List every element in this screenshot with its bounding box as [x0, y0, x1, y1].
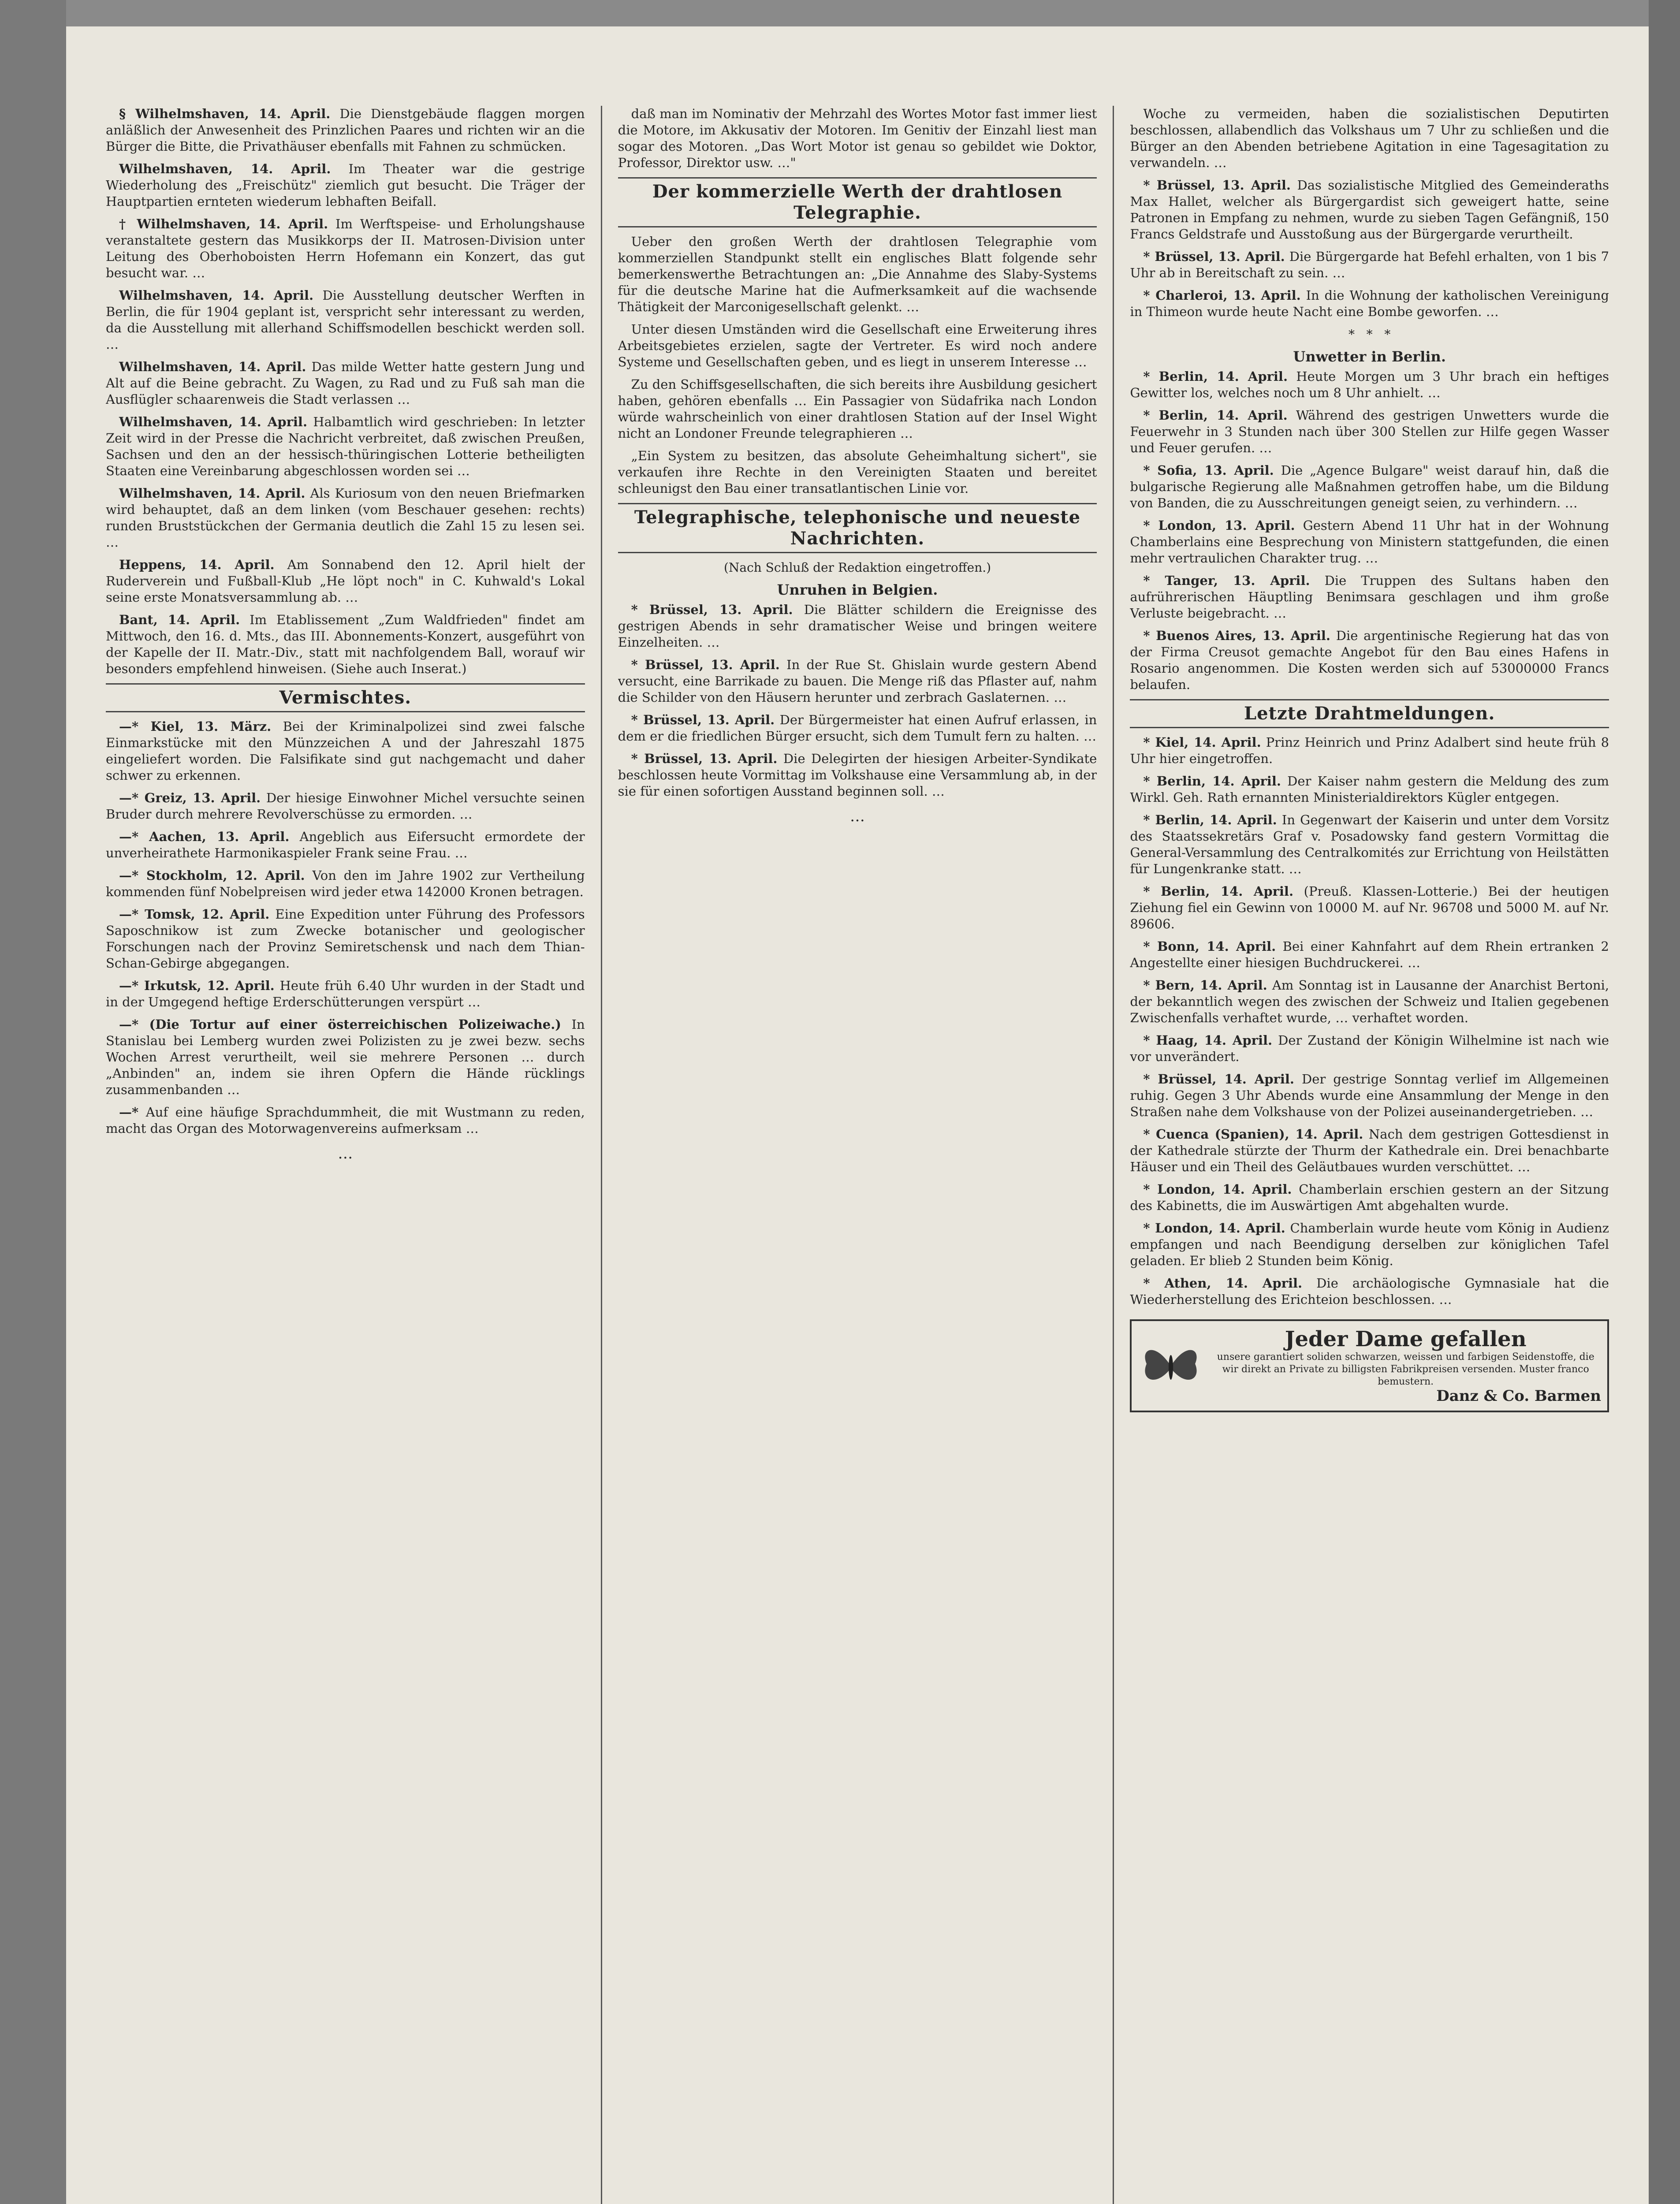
news-text: Das milde Wetter hatte gestern Jung und Alt auf die Beine gebracht. Zu Wagen, zu Rad und zu Fuß sah man die Ausflügler schaarenweis die Stadt verlassen …	[106, 359, 585, 407]
section-title-vermischtes: Vermischtes.	[106, 683, 585, 712]
news-dateline: § Wilhelmshaven, 14. April.	[119, 106, 331, 121]
news-dateline: Wilhelmshaven, 14. April.	[119, 414, 308, 429]
news-text: Der Zustand der Königin Wilhelmine ist nach wie vor unverändert.	[1130, 1033, 1609, 1064]
news-dateline: † Wilhelmshaven, 14. April.	[119, 216, 328, 231]
news-text: Die Truppen des Sultans haben den aufrührerischen Häuptling Benimsara geschlagen und ihm große Verluste beigebracht. …	[1130, 573, 1609, 621]
article-paragraph: Ueber den großen Werth der drahtlosen Telegraphie vom kommerziellen Standpunkt stellt ein englisches Blatt folgende sehr bemerkenswerthe Betrachtungen an: „Die Annahme des Slaby-Systems für die deutsche Marine hat die Aufmerksamkeit auf die wachsende Thätigkeit der Marconigesellschaft gelenkt. …	[618, 234, 1097, 314]
news-text: Die „Agence Bulgare" weist darauf hin, daß die bulgarische Regierung alle Maßnahmen getroffen habe, um die Bildung von Banden, die zu Ausschreitungen geneigt seien, zu verhindern. …	[1130, 463, 1609, 510]
column-1	[106, 106, 585, 2204]
news-dateline: * Cuenca (Spanien), 14. April.	[1143, 1127, 1363, 1142]
news-item	[1130, 177, 1609, 242]
news-dateline: * London, 13. April.	[1143, 518, 1295, 533]
news-text: (Preuß. Klassen-Lotterie.) Bei der heutigen Ziehung fiel ein Gewinn von 10000 M. auf Nr. 96708 und 5000 M. auf Nr. 89606.	[1130, 884, 1609, 931]
news-item	[1130, 1181, 1609, 1214]
news-dateline: * Haag, 14. April.	[1143, 1033, 1273, 1048]
news-dateline: * Brüssel, 13. April.	[631, 657, 780, 672]
news-item	[1130, 734, 1609, 767]
news-text: Der Kaiser nahm gestern die Meldung des zum Wirkl. Geh. Rath ernannten Ministerialdirektors Kügler entgegen.	[1130, 774, 1609, 805]
news-text: In die Wohnung der katholischen Vereinigung in Thimeon wurde heute Nacht eine Bombe geworfen. …	[1130, 288, 1609, 319]
article-wireless-telegraphy	[618, 234, 1097, 497]
continuation-mark: …	[338, 1145, 353, 1162]
news-text: Bei einer Kahnfahrt auf dem Rhein ertranken 2 Angestellte einer hiesigen Buchdruckerei. …	[1130, 939, 1609, 970]
news-dateline: * Kiel, 14. April.	[1143, 735, 1261, 750]
news-item	[618, 657, 1097, 706]
news-dateline: * Brüssel, 13. April.	[631, 712, 775, 727]
news-text: Während des gestrigen Unwetters wurde die Feuerwehr in 3 Stunden nach über 300 Stellen zur Hilfe gegen Wasser und Feuer gerufen. …	[1130, 408, 1609, 455]
belgium-news-list	[1130, 106, 1609, 320]
news-dateline: * Brüssel, 13. April.	[1143, 178, 1291, 193]
news-dateline: Wilhelmshaven, 14. April.	[119, 359, 306, 374]
news-item	[106, 978, 585, 1010]
news-dateline: * Bonn, 14. April.	[1143, 939, 1276, 954]
news-text: Im Werftspeise- und Erholungshause veranstaltete gestern das Musikkorps der II. Matrosen-Division unter Leitung des Oberhoboisten Herrn Hofemann ein Konzert, das gut besucht war. …	[106, 216, 585, 280]
news-text: In Stanislau bei Lemberg wurden zwei Polizisten zu je zwei bezw. sechs Wochen Arrest verurtheilt, weil sie mehrere Personen … durch „Anbinden" an, indem sie ihren Opfern die Hände rücklings zusammenbanden …	[106, 1017, 585, 1097]
separator-asterisks: * * *	[1348, 327, 1391, 342]
news-text: Im Theater war die gestrige Wiederholung des „Freischütz" ziemlich gut besucht. Die Träger der Hauptpartien ernteten wiederum lebhaften Beifall.	[106, 161, 585, 209]
news-item	[1130, 573, 1609, 622]
butterfly-ornament-icon	[1138, 1337, 1204, 1395]
news-item	[106, 287, 585, 353]
news-dateline: * Bern, 14. April.	[1143, 978, 1267, 993]
telegram-list	[618, 602, 1097, 800]
news-item	[1130, 977, 1609, 1026]
advertisement-title: Jeder Dame gefallen	[1285, 1327, 1527, 1351]
news-item	[106, 216, 585, 281]
news-item	[1130, 462, 1609, 511]
news-dateline: * Berlin, 14. April.	[1143, 884, 1294, 899]
news-text: Von den im Jahre 1902 zur Vertheilung kommenden fünf Nobelpreisen wird jeder etwa 142000 Kronen betragen.	[106, 868, 585, 899]
news-item	[1130, 249, 1609, 281]
news-dateline: * Brüssel, 14. April.	[1143, 1072, 1294, 1087]
news-item	[1130, 1275, 1609, 1308]
news-dateline: —* Greiz, 13. April.	[119, 790, 261, 805]
news-dateline: * Berlin, 14. April.	[1143, 369, 1288, 384]
news-dateline: * London, 14. April.	[1143, 1221, 1285, 1236]
column-rule	[601, 106, 602, 2204]
news-dateline: * Berlin, 14. April.	[1143, 408, 1288, 423]
article-paragraph: „Ein System zu besitzen, das absolute Geheimhaltung sichert", sie verkaufen ihre Rechte in den Vereinigten Staaten und bereitet schleunigst den Bau einer transatlantischen Linie vor.	[618, 448, 1097, 496]
subhead-belgium: Unruhen in Belgien.	[777, 581, 938, 598]
news-item	[1130, 517, 1609, 566]
news-text: Halbamtlich wird geschrieben: In letzter Zeit wird in der Presse die Nachricht verbreitet, daß zwischen Preußen, Sachsen und den an der hessisch-thüringischen Lotterie betheiligten Staaten eine Vereinbarung abgeschlossen worden sei …	[106, 414, 585, 478]
news-dateline: * Tanger, 13. April.	[1143, 573, 1310, 588]
news-dateline: —* Aachen, 13. April.	[119, 829, 290, 844]
news-item	[1130, 812, 1609, 877]
column-rule	[1113, 106, 1114, 2204]
column-3	[1130, 106, 1609, 2204]
news-text: Auf eine häufige Sprachdummheit, die mit Wustmann zu reden, macht das Organ des Motorwagenvereins aufmerksam …	[106, 1105, 585, 1136]
news-text: Der hiesige Einwohner Michel versuchte seinen Bruder durch mehrere Revolverschüsse zu ermorden. …	[106, 790, 585, 822]
berlin-news-list	[1130, 369, 1609, 456]
news-text: Die Delegirten der hiesigen Arbeiter-Syndikate beschlossen heute Vormittag im Volkshause eine Versammlung ab, in der sie für einen sofortigen Ausstand beginnen soll. …	[618, 751, 1097, 799]
news-item	[1130, 369, 1609, 401]
news-dateline: * Brüssel, 13. April.	[1143, 249, 1285, 264]
news-text: Chamberlain wurde heute vom König in Audienz empfangen und nach Beendigung derselben zur königlichen Tafel geladen. Er blieb 2 Stunden beim König.	[1130, 1221, 1609, 1268]
news-item	[1130, 628, 1609, 693]
news-item	[106, 106, 585, 155]
news-dateline: * Athen, 14. April.	[1143, 1276, 1303, 1291]
news-item	[106, 359, 585, 408]
news-dateline: Wilhelmshaven, 14. April.	[119, 161, 331, 176]
news-text: Am Sonntag ist in Lausanne der Anarchist Bertoni, der bekanntlich wegen des zwischen der Schweiz und Italien gegebenen Zwischenfalls verhaftet wurde, … verhaftet worden.	[1130, 978, 1609, 1025]
headline-telegraphic-news: Telegraphische, telephonische und neueste Nachrichten.	[618, 503, 1097, 553]
news-text: Das sozialistische Mitglied des Gemeinderaths Max Hallet, welcher als Bürgergardist sich geweigert hatte, seine Patronen in Empfang zu nehmen, wurde zu sieben Tagen Gefängniß, 150 Francs Geldstrafe und Ausstoßung aus der Bürgergarde verurtheilt.	[1130, 178, 1609, 242]
news-dateline: * Berlin, 14. April.	[1143, 812, 1277, 827]
news-dateline: Wilhelmshaven, 14. April.	[119, 288, 314, 303]
column-2	[618, 106, 1097, 2204]
news-text: Eine Expedition unter Führung des Professors Saposchnikow ist zum Zwecke botanischer und geologischer Forschungen nach der Provinz Semiretschensk und nach dem Thian-Schan-Gebirge abgegangen.	[106, 907, 585, 971]
news-item	[1130, 1126, 1609, 1175]
news-dateline: —* (Die Tortur auf einer österreichischen Polizeiwache.)	[119, 1017, 562, 1032]
news-item	[106, 829, 585, 861]
news-item	[1130, 1071, 1609, 1120]
advertisement	[1130, 1319, 1609, 1412]
binding-shadow	[0, 0, 66, 2204]
news-item	[106, 414, 585, 479]
news-item	[1130, 883, 1609, 932]
news-dateline: * Brüssel, 13. April.	[631, 751, 778, 766]
news-text: Angeblich aus Eifersucht ermordete der unverheirathete Harmonikaspieler Frank seine Frau. …	[106, 829, 585, 860]
news-dateline: —* Tomsk, 12. April.	[119, 907, 270, 922]
news-dateline: —* Kiel, 13. März.	[119, 719, 272, 734]
editorial-note: (Nach Schluß der Redaktion eingetroffen.)	[723, 560, 991, 575]
news-item	[106, 485, 585, 551]
news-text: Woche zu vermeiden, haben die sozialistischen Deputirten beschlossen, allabendlich das Volkshaus um 7 Uhr zu schließen und die Bürger an den Abenden betriebene Agitation in eine Tagesagitation zu verwandeln. …	[1130, 106, 1609, 170]
news-item	[1130, 1032, 1609, 1065]
news-item	[106, 557, 585, 606]
news-text: Die Ausstellung deutscher Werften in Berlin, die für 1904 geplant ist, verspricht sehr interessant zu werden, da die Ausstellung mit allerhand Schiffsmodellen beschickt werden soll. …	[106, 288, 585, 352]
news-dateline: * Berlin, 14. April.	[1143, 774, 1281, 789]
news-text: Die Bürgergarde hat Befehl erhalten, von 1 bis 7 Uhr ab in Bereitschaft zu sein. …	[1130, 249, 1609, 280]
article-continuation: daß man im Nominativ der Mehrzahl des Wortes Motor fast immer liest die Motore, im Akkusativ der Motoren. Im Genitiv der Einzahl liest man sogar des Motoren. „Das Wort Motor ist genau so gebildet wie Doktor, Professor, Direktor usw. …"	[618, 106, 1097, 170]
news-item	[1130, 106, 1609, 171]
news-text: Die archäologische Gymnasiale hat die Wiederherstellung des Erichteion beschlossen. …	[1130, 1276, 1609, 1307]
news-text: Die Dienstgebäude flaggen morgen anläßlich der Anwesenheit des Prinzlichen Paares und richten wir an die Bürger die Bitte, die Privathäuser ebenfalls mit Fahnen zu schmücken.	[106, 106, 585, 154]
news-dateline: * Charleroi, 13. April.	[1143, 288, 1301, 303]
newspaper-page	[66, 26, 1649, 2204]
news-item	[1130, 938, 1609, 971]
page-edge	[1649, 0, 1680, 2204]
news-dateline: Wilhelmshaven, 14. April.	[119, 486, 305, 501]
section-title-latest: Letzte Drahtmeldungen.	[1130, 699, 1609, 728]
news-text: Die Blätter schildern die Ereignisse des gestrigen Abends in sehr dramatischer Weise und bringen weitere Einzelheiten. …	[618, 602, 1097, 650]
news-item	[106, 719, 585, 784]
news-item	[106, 1016, 585, 1098]
news-item	[618, 751, 1097, 800]
news-text: Die argentinische Regierung hat das von der Firma Creusot gemachte Angebot für den Bau eines Hafens in Rosario angenommen. Die Kosten werden sich auf 53000000 Francs belaufen.	[1130, 628, 1609, 692]
news-text: Im Etablissement „Zum Waldfrieden" findet am Mittwoch, den 16. d. Mts., das III. Abonnements-Konzert, ausgeführt von der Kapelle der II. Matr.-Div., statt mit nachfolgendem Ball, worauf wir besonders empfehlend hinweisen. (Siehe auch Inserat.)	[106, 612, 585, 676]
news-text: Gestern Abend 11 Uhr hat in der Wohnung Chamberlains eine Besprechung von Ministern stattgefunden, die einen mehr vertraulichen Charakter trug. …	[1130, 518, 1609, 566]
headline-wireless-telegraphy: Der kommerzielle Werth der drahtlosen Telegraphie.	[618, 177, 1097, 227]
news-item	[1130, 407, 1609, 456]
article-paragraph: Unter diesen Umständen wird die Gesellschaft eine Erweiterung ihres Arbeitsgebietes erzielen, sagte der Vertreter. Es wird noch andere Systeme und Gesellschaften geben, und es liegt in unserem Interesse …	[618, 322, 1097, 369]
news-dateline: * Brüssel, 13. April.	[631, 602, 793, 617]
news-item	[106, 906, 585, 972]
news-dateline: * Sofia, 13. April.	[1143, 463, 1274, 478]
news-dateline: * London, 14. April.	[1143, 1182, 1292, 1197]
latest-news-list	[1130, 734, 1609, 1308]
news-dateline: * Buenos Aires, 13. April.	[1143, 628, 1330, 643]
news-item	[106, 790, 585, 823]
news-text: Chamberlain erschien gestern an der Sitzung des Kabinetts, die im Auswärtigen Amt abgehalten wurde.	[1130, 1182, 1609, 1213]
advertisement-body: unsere garantiert soliden schwarzen, weissen und farbigen Seidenstoffe, die wir direkt an Private zu billigsten Fabrikpreisen versenden. Muster franco bemustern.	[1217, 1351, 1594, 1387]
foreign-news-list	[1130, 462, 1609, 693]
continuation-mark: …	[850, 808, 865, 825]
news-item	[1130, 773, 1609, 806]
news-item	[1130, 287, 1609, 320]
news-item	[1130, 1220, 1609, 1269]
news-text: In Gegenwart der Kaiserin und unter dem Vorsitz des Staatssekretärs Graf v. Posadowsky fand gestern Vormittag die General-Versammlung des Centralkomités zur Errichtung von Heilstätten für Lungenkranke statt. …	[1130, 812, 1609, 876]
news-item	[618, 712, 1097, 745]
news-item	[106, 867, 585, 900]
news-item	[618, 602, 1097, 651]
news-text: Prinz Heinrich und Prinz Adalbert sind heute früh 8 Uhr hier eingetroffen.	[1130, 735, 1609, 766]
news-text: In der Rue St. Ghislain wurde gestern Abend versucht, eine Barrikade zu bauen. Die Menge riß das Pflaster auf, nahm die Schilder von den Häusern herunter und zerbrach Gaslaternen. …	[618, 657, 1097, 705]
news-item	[106, 612, 585, 677]
news-dateline: —* Stockholm, 12. April.	[119, 868, 305, 883]
news-dateline: —*	[119, 1105, 139, 1120]
local-news-list	[106, 106, 585, 677]
news-item	[106, 1104, 585, 1137]
news-text: Als Kuriosum von den neuen Briefmarken wird behauptet, daß an dem linken (vom Beschauer gesehen: rechts) runden Bruststückchen der Germania deutlich die Zahl 15 zu lesen sei. …	[106, 486, 585, 550]
news-text: Nach dem gestrigen Gottesdienst in der Kathedrale stürzte der Thurm der Kathedrale ein. Drei benachbarte Häuser und ein Theil des Geläutbaues wurden verschüttet. …	[1130, 1127, 1609, 1174]
news-dateline: Bant, 14. April.	[119, 612, 240, 627]
article-paragraph: Zu den Schiffsgesellschaften, die sich bereits ihre Ausbildung gesichert haben, gehören ebenfalls … Ein Passagier von Südafrika nach London würde wahrscheinlich von einer drahtlosen Station auf der Insel Wight nicht an Londoner Freunde telegraphieren …	[618, 377, 1097, 441]
news-item	[106, 161, 585, 210]
news-text: Heute Morgen um 3 Uhr brach ein heftiges Gewitter los, welches noch um 8 Uhr anhielt. …	[1130, 369, 1609, 400]
misc-news-list	[106, 719, 585, 1137]
news-text: Am Sonnabend den 12. April hielt der Ruderverein und Fußball-Klub „He löpt noch" in C. Kuhwald's Lokal seine erste Monatsversammlung ab. …	[106, 557, 585, 605]
news-text: Der gestrige Sonntag verlief im Allgemeinen ruhig. Gegen 3 Uhr Abends wurde eine Ansammlung der Menge in den Straßen nahe dem Volkshause von der Polizei auseinandergetrieben. …	[1130, 1072, 1609, 1119]
news-text: Bei der Kriminalpolizei sind zwei falsche Einmarkstücke mit den Münzzeichen A und der Jahreszahl 1875 eingeliefert worden. Die Falsifikate sind gut nachgemacht und daher schwer zu erkennen.	[106, 719, 585, 783]
subhead-berlin-storm: Unwetter in Berlin.	[1293, 348, 1446, 365]
news-dateline: Heppens, 14. April.	[119, 557, 275, 572]
news-text: Der Bürgermeister hat einen Aufruf erlassen, in dem er die friedlichen Bürger ersucht, sich dem Tumult fern zu halten. …	[618, 712, 1097, 744]
advertisement-signature: Danz & Co. Barmen	[1436, 1387, 1602, 1405]
advertisement-text	[1210, 1327, 1601, 1404]
news-text: Heute früh 6.40 Uhr wurden in der Stadt und in der Umgegend heftige Erderschütterungen verspürt …	[106, 978, 585, 1009]
news-dateline: —* Irkutsk, 12. April.	[119, 978, 275, 993]
